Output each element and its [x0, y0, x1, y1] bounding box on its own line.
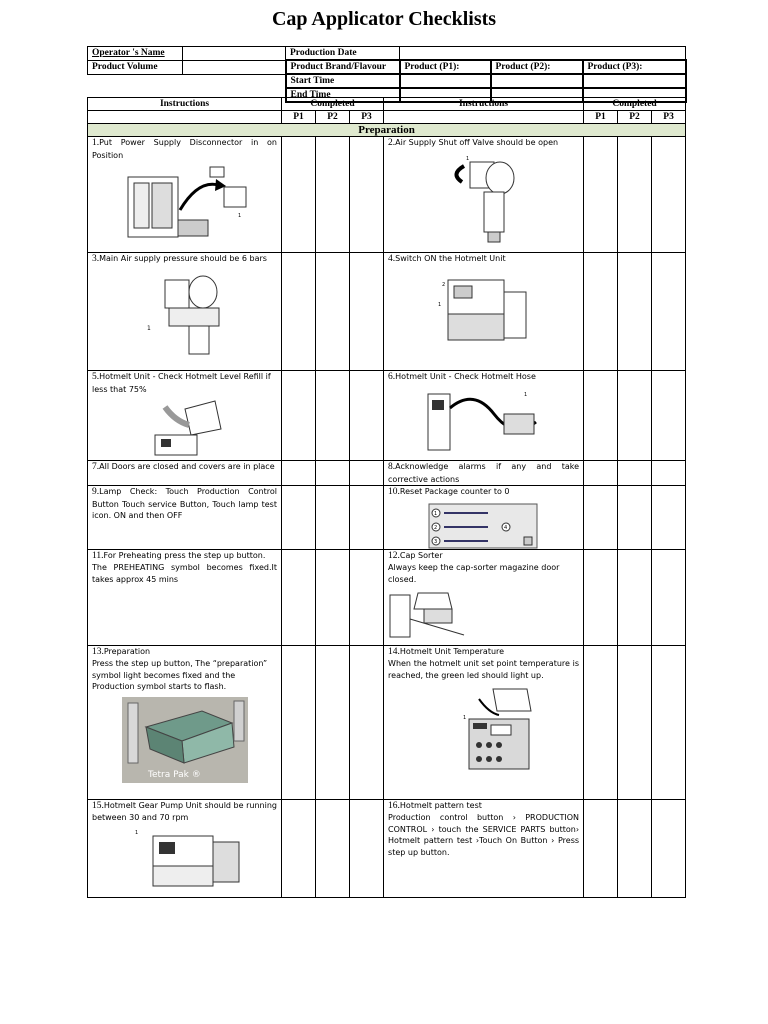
- hotmelt-hose-figure: [424, 388, 544, 454]
- end-time-label: End Time: [286, 88, 400, 102]
- callout-label: 1: [237, 213, 241, 219]
- product-volume-field[interactable]: [183, 60, 286, 74]
- check-14-p2[interactable]: [618, 645, 652, 799]
- page-title: Cap Applicator Checklists: [271, 8, 497, 30]
- production-date-field[interactable]: [400, 47, 686, 61]
- step-10: 10.Reset Package counter to 0 1 2 3 4: [384, 486, 584, 550]
- callout-label: 1: [437, 301, 441, 308]
- step-15: 15.Hotmelt Gear Pump Unit should be running between 30 and 70 rpm 1: [88, 799, 282, 897]
- check-7-p2[interactable]: [316, 461, 350, 486]
- check-5-p3[interactable]: [350, 371, 384, 461]
- check-6-p1[interactable]: [584, 371, 618, 461]
- check-8-p3[interactable]: [652, 461, 686, 486]
- callout-label: 1: [434, 510, 438, 517]
- check-4-p1[interactable]: [584, 253, 618, 371]
- hotmelt-temperature-figure: [429, 685, 539, 771]
- step-2: 2.Air Supply Shut off Valve should be open 1: [384, 137, 584, 253]
- step-14: 14.Hotmelt Unit Temperature When the hotmelt unit set point temperature is reached, the green led should light up. 1: [384, 645, 584, 799]
- check-11-p3[interactable]: [350, 549, 384, 645]
- check-13-p1[interactable]: [282, 645, 316, 799]
- check-6-p2[interactable]: [618, 371, 652, 461]
- callout-label: 3: [434, 538, 438, 545]
- check-15-p1[interactable]: [282, 799, 316, 897]
- check-9-p3[interactable]: [350, 486, 384, 550]
- start-time-p2[interactable]: [491, 74, 583, 88]
- check-14-p1[interactable]: [584, 645, 618, 799]
- operator-name-label: Operator 's Name: [88, 47, 183, 61]
- col-p2: P2: [316, 111, 350, 124]
- callout-label: 1: [465, 155, 469, 162]
- check-10-p1[interactable]: [584, 486, 618, 550]
- instructions-header-left: Instructions: [88, 98, 282, 111]
- check-4-p2[interactable]: [618, 253, 652, 371]
- check-12-p1[interactable]: [584, 549, 618, 645]
- hotmelt-level-figure: [145, 399, 225, 459]
- tetra-pak-screen-figure: [122, 697, 248, 783]
- production-date-label: Production Date: [286, 47, 400, 61]
- col-p3: P3: [350, 111, 384, 124]
- power-disconnector-figure: [120, 165, 250, 245]
- check-1-p2[interactable]: [316, 137, 350, 253]
- check-8-p1[interactable]: [584, 461, 618, 486]
- step-8: 8.Acknowledge alarms if any and take corrective actions: [384, 461, 584, 486]
- completed-header-left: Completed: [282, 98, 384, 111]
- product-p3-label: Product (P3):: [583, 60, 686, 74]
- instructions-header-right: Instructions: [384, 98, 584, 111]
- col-p2: P2: [618, 111, 652, 124]
- check-10-p2[interactable]: [618, 486, 652, 550]
- completed-header-right: Completed: [584, 98, 686, 111]
- step-6: 6.Hotmelt Unit - Check Hotmelt Hose 1: [384, 371, 584, 461]
- check-9-p2[interactable]: [316, 486, 350, 550]
- check-13-p3[interactable]: [350, 645, 384, 799]
- check-12-p3[interactable]: [652, 549, 686, 645]
- gear-pump-figure: [125, 828, 245, 890]
- callout-label: 1: [462, 715, 466, 721]
- start-time-label: Start Time: [286, 74, 400, 88]
- step-12: 12.Cap Sorter Always keep the cap-sorter magazine door closed.: [384, 549, 584, 645]
- callout-label: 1: [146, 324, 151, 332]
- step-3: 3.Main Air supply pressure should be 6 bars 1: [88, 253, 282, 371]
- product-p2-label: Product (P2):: [491, 60, 583, 74]
- check-3-p3[interactable]: [350, 253, 384, 371]
- callout-label: 2: [441, 281, 445, 288]
- air-shutoff-valve-figure: [444, 154, 524, 244]
- check-16-p3[interactable]: [652, 799, 686, 897]
- start-time-p1[interactable]: [400, 74, 491, 88]
- col-p1: P1: [584, 111, 618, 124]
- hotmelt-unit-switch-figure: [434, 270, 534, 352]
- step-7: 7.All Doors are closed and covers are in place: [88, 461, 282, 486]
- start-time-p3[interactable]: [583, 74, 686, 88]
- step-4: 4.Switch ON the Hotmelt Unit 2 1: [384, 253, 584, 371]
- cap-sorter-figure: [388, 589, 468, 641]
- checklist-table: [87, 97, 686, 898]
- callout-label: 2: [434, 524, 438, 531]
- check-5-p2[interactable]: [316, 371, 350, 461]
- step-11: 11.For Preheating press the step up button. The PREHEATING symbol becomes fixed.It takes approx 45 mins: [88, 549, 282, 645]
- callout-label: 1: [523, 391, 527, 398]
- product-p1-label: Product (P1):: [400, 60, 491, 74]
- check-15-p2[interactable]: [316, 799, 350, 897]
- check-2-p2[interactable]: [618, 137, 652, 253]
- product-volume-label: Product Volume: [88, 60, 183, 74]
- check-1-p1[interactable]: [282, 137, 316, 253]
- brand-flavour-label: Product Brand/Flavour: [286, 60, 400, 74]
- check-7-p3[interactable]: [350, 461, 384, 486]
- operator-name-field[interactable]: [183, 47, 286, 61]
- check-7-p1[interactable]: [282, 461, 316, 486]
- col-p3: P3: [652, 111, 686, 124]
- check-15-p3[interactable]: [350, 799, 384, 897]
- check-14-p3[interactable]: [652, 645, 686, 799]
- check-13-p2[interactable]: [316, 645, 350, 799]
- section-preparation: Preparation: [88, 124, 686, 137]
- callout-label: 1: [134, 829, 138, 836]
- check-5-p1[interactable]: [282, 371, 316, 461]
- air-pressure-figure: [145, 270, 225, 358]
- step-1: 1.Put Power Supply Disconnector in on Position 1: [88, 137, 282, 253]
- check-12-p2[interactable]: [618, 549, 652, 645]
- check-6-p3[interactable]: [652, 371, 686, 461]
- check-3-p1[interactable]: [282, 253, 316, 371]
- check-10-p3[interactable]: [652, 486, 686, 550]
- check-2-p3[interactable]: [652, 137, 686, 253]
- step-5: 5.Hotmelt Unit - Check Hotmelt Level Refill if less that 75%: [88, 371, 282, 461]
- check-3-p2[interactable]: [316, 253, 350, 371]
- check-1-p3[interactable]: [350, 137, 384, 253]
- step-13: 13.Preparation Press the step up button, The “preparation” symbol light becomes fixed and the Production symbol starts to flash. Tetra Pak ®: [88, 645, 282, 799]
- check-4-p3[interactable]: [652, 253, 686, 371]
- col-p1: P1: [282, 111, 316, 124]
- callout-label: 4: [504, 524, 508, 531]
- check-11-p2[interactable]: [316, 549, 350, 645]
- step-9: 9.Lamp Check: Touch Production Control Button Touch service Button, Touch lamp test icon. ON and then OFF: [88, 486, 282, 550]
- check-8-p2[interactable]: [618, 461, 652, 486]
- check-11-p1[interactable]: [282, 549, 316, 645]
- package-counter-figure: [428, 503, 538, 549]
- check-16-p2[interactable]: [618, 799, 652, 897]
- header-table: [87, 46, 687, 103]
- step-16: 16.Hotmelt pattern test Production control button › PRODUCTION CONTROL › touch the SERVICE PARTS button› Hotmelt pattern test ›Touch On Button › Press step up button.: [384, 799, 584, 897]
- check-2-p1[interactable]: [584, 137, 618, 253]
- check-9-p1[interactable]: [282, 486, 316, 550]
- check-16-p1[interactable]: [584, 799, 618, 897]
- tetra-pak-watermark: Tetra Pak ®: [147, 769, 201, 780]
